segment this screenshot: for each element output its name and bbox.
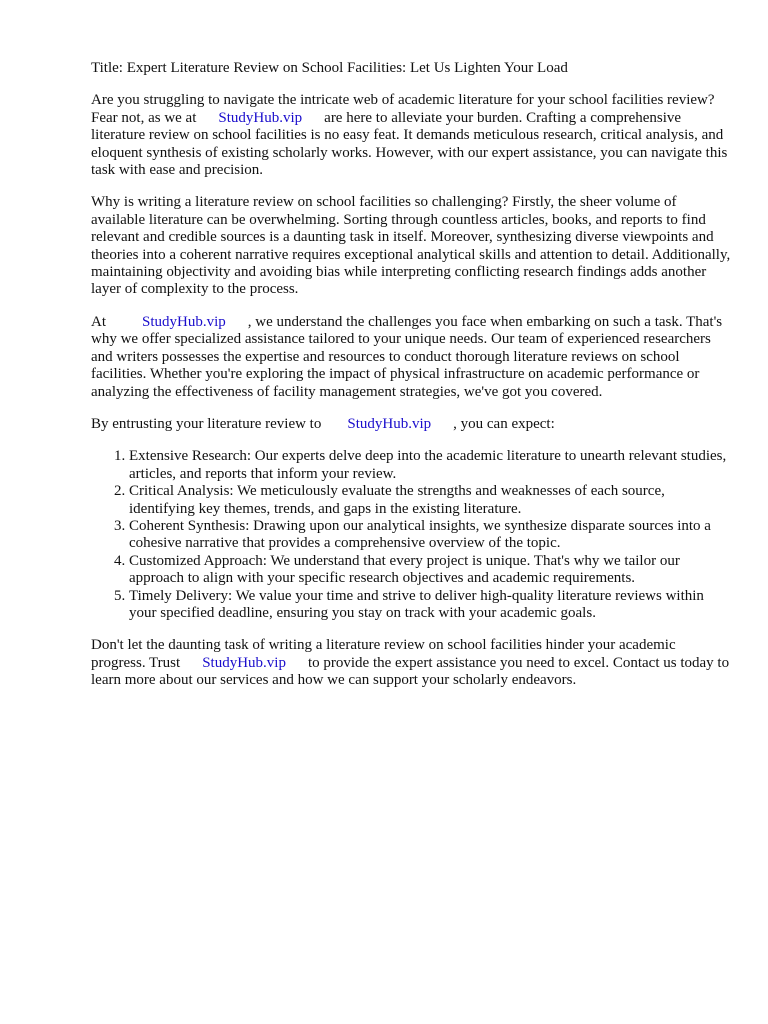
list-item: 3. Coherent Synthesis: Drawing upon our analytical insights, we synthesize disparate sources into a cohesive narrative that provides a comprehensive overview of the topic.: [129, 518, 731, 553]
closing-text-after: to provide the expert assistance you need to excel. Contact us today to learn more about our services and how we can support your scholarly endeavors.: [91, 654, 730, 689]
intro-paragraph: [91, 92, 731, 179]
about-text-before: At: [91, 313, 106, 330]
expect-paragraph: [91, 416, 731, 433]
challenge-paragraph: Why is writing a literature review on school facilities so challenging? Firstly, the sheer volume of available literature can be overwhelming. Sorting through countless articles, books, and reports to find relevant and credible sources is a daunting task in itself. Moreover, synthesizing diverse viewpoints and theories into a coherent narrative requires exceptional analytical skills and attention to detail. Additionally, maintaining objectivity and avoiding bias while interpreting conflicting research findings adds another layer of complexity to the process.: [91, 194, 731, 298]
closing-paragraph: [91, 637, 731, 689]
about-paragraph: [91, 314, 731, 401]
studyhub-link[interactable]: StudyHub.vip: [347, 415, 432, 432]
document-page: [91, 60, 731, 705]
list-item: 1. Extensive Research: Our experts delve deep into the academic literature to unearth relevant studies, articles, and reports that inform your review.: [129, 448, 731, 483]
studyhub-link[interactable]: StudyHub.vip: [142, 313, 226, 330]
list-item: 5. Timely Delivery: We value your time and strive to deliver high-quality literature reviews within your specified deadline, ensuring you stay on track with your academic goals.: [129, 588, 731, 623]
studyhub-link[interactable]: StudyHub.vip: [218, 109, 303, 126]
document-title: Title: Expert Literature Review on School Facilities: Let Us Lighten Your Load: [91, 60, 568, 76]
list-item: 2. Critical Analysis: We meticulously evaluate the strengths and weaknesses of each source, identifying key themes, trends, and gaps in the existing literature.: [129, 483, 731, 518]
benefits-list: [91, 448, 731, 622]
expect-text-after: , you can expect:: [453, 415, 555, 432]
list-item: 4. Customized Approach: We understand that every project is unique. That's why we tailor our approach to align with your specific research objectives and academic requirements.: [129, 553, 731, 588]
about-text-after: , we understand the challenges you face when embarking on such a task. That's why we offer specialized assistance tailored to your unique needs. Our team of experienced researchers and writers possesses the expertise and resources to conduct thorough literature reviews on school facilities. Whether you're exploring the impact of physical infrastructure on academic performance or analyzing the effectiveness of facility management strategies, we've got you covered.: [91, 313, 723, 400]
expect-text-before: By entrusting your literature review to: [91, 415, 322, 432]
intro-text-before: Are you struggling to navigate the intricate web of academic literature for your school facilities review? Fear not, as we at: [91, 92, 715, 126]
intro-text-after: are here to alleviate your burden. Crafting a comprehensive literature review on school facilities is no easy feat. It demands meticulous research, critical analysis, and eloquent synthesis of existing scholarly works. However, with our expert assistance, you can navigate this task with ease and precision.: [91, 109, 728, 179]
studyhub-link[interactable]: StudyHub.vip: [202, 654, 286, 671]
closing-text-before: Don't let the daunting task of writing a literature review on school facilities hinder your academic progress. Trust: [91, 637, 676, 671]
